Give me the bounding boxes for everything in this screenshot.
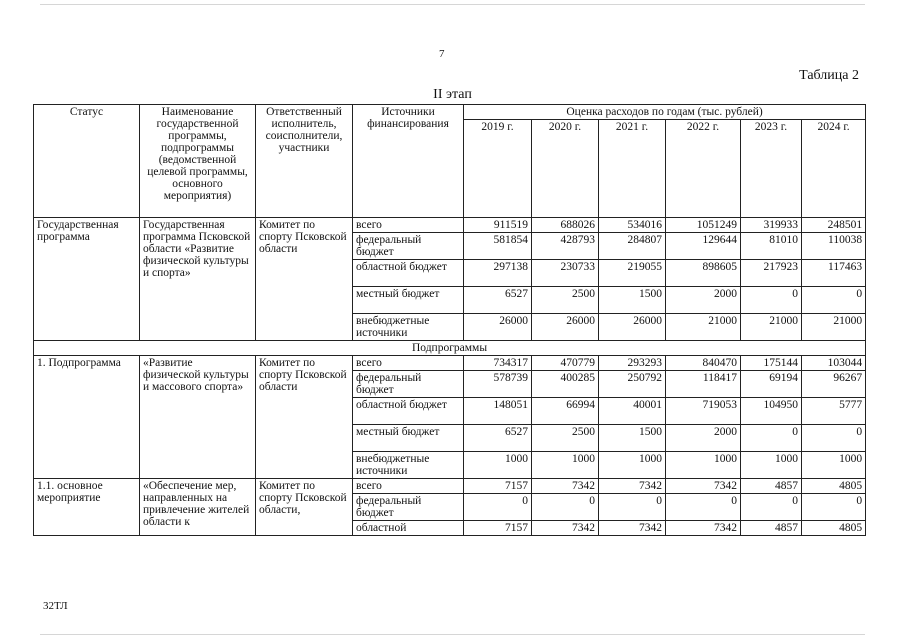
cell-value: 148051 (464, 398, 532, 425)
row-source: всего (353, 479, 464, 494)
cell-value: 103044 (802, 356, 866, 371)
cell-value: 7157 (464, 479, 532, 494)
cell-value: 911519 (464, 218, 532, 233)
cell-value: 6527 (464, 425, 532, 452)
subprograms-row (34, 341, 866, 356)
cell-value: 219055 (599, 260, 666, 287)
row-source: федеральный бюджет (353, 371, 464, 398)
cell-value: 4857 (741, 479, 802, 494)
cell-value: 0 (464, 494, 532, 521)
cell-value: 0 (741, 425, 802, 452)
row-name: «Развитие физической культуры и массового спорта» (140, 356, 256, 479)
cell-value: 1000 (802, 452, 866, 479)
cell-value: 581854 (464, 233, 532, 260)
cell-value: 1000 (599, 452, 666, 479)
cell-value: 7342 (599, 479, 666, 494)
row-executor: Комитет по спорту Псковской области, (256, 479, 353, 536)
row-status: 1.1. основное мероприятие (34, 479, 140, 536)
cell-value: 66994 (532, 398, 599, 425)
cell-value: 26000 (464, 314, 532, 341)
cell-value: 1500 (599, 287, 666, 314)
cell-value: 470779 (532, 356, 599, 371)
cell-value: 898605 (666, 260, 741, 287)
stage-title: II этап (433, 87, 472, 102)
cell-value: 400285 (532, 371, 599, 398)
table-row (34, 479, 866, 494)
cell-value: 26000 (599, 314, 666, 341)
cell-value: 1051249 (666, 218, 741, 233)
cell-value: 21000 (666, 314, 741, 341)
header-year: 2024 г. (802, 120, 866, 218)
row-status: Государственная программа (34, 218, 140, 341)
cell-value: 319933 (741, 218, 802, 233)
row-source: областной бюджет (353, 398, 464, 425)
cell-value: 284807 (599, 233, 666, 260)
table-row (34, 218, 866, 233)
budget-table (33, 104, 866, 536)
cell-value: 40001 (599, 398, 666, 425)
header-executor: Ответственный исполнитель, соисполнители, участники (256, 105, 353, 218)
row-source: местный бюджет (353, 425, 464, 452)
cell-value: 7342 (532, 479, 599, 494)
cell-value: 0 (599, 494, 666, 521)
cell-value: 6527 (464, 287, 532, 314)
cell-value: 69194 (741, 371, 802, 398)
cell-value: 297138 (464, 260, 532, 287)
cell-value: 5777 (802, 398, 866, 425)
cell-value: 428793 (532, 233, 599, 260)
row-executor: Комитет по спорту Псковской области (256, 218, 353, 341)
cell-value: 21000 (802, 314, 866, 341)
cell-value: 129644 (666, 233, 741, 260)
header-year: 2019 г. (464, 120, 532, 218)
cell-value: 230733 (532, 260, 599, 287)
cell-value: 81010 (741, 233, 802, 260)
header-year: 2023 г. (741, 120, 802, 218)
cell-value: 688026 (532, 218, 599, 233)
row-source: внебюджетные источники (353, 314, 464, 341)
cell-value: 117463 (802, 260, 866, 287)
cell-value: 7342 (599, 521, 666, 536)
row-executor: Комитет по спорту Псковской области (256, 356, 353, 479)
row-source: федеральный бюджет (353, 233, 464, 260)
cell-value: 118417 (666, 371, 741, 398)
row-source: всего (353, 356, 464, 371)
header-estimate: Оценка расходов по годам (тыс. рублей) (464, 105, 866, 120)
cell-value: 7342 (666, 479, 741, 494)
header-year: 2021 г. (599, 120, 666, 218)
cell-value: 2000 (666, 287, 741, 314)
cell-value: 104950 (741, 398, 802, 425)
cell-value: 21000 (741, 314, 802, 341)
cell-value: 2000 (666, 425, 741, 452)
cell-value: 0 (532, 494, 599, 521)
header-name: Наименование государственной программы, подпрограммы (ведомственной целевой программы, основного мероприятия) (140, 105, 256, 218)
cell-value: 1000 (464, 452, 532, 479)
cell-value: 1000 (532, 452, 599, 479)
cell-value: 534016 (599, 218, 666, 233)
row-source: местный бюджет (353, 287, 464, 314)
header-status: Статус (34, 105, 140, 218)
cell-value: 7342 (666, 521, 741, 536)
cell-value: 0 (802, 494, 866, 521)
scan-artifact-bottom (40, 634, 865, 635)
table-label: Таблица 2 (799, 68, 859, 83)
cell-value: 0 (741, 494, 802, 521)
cell-value: 4805 (802, 521, 866, 536)
cell-value: 1000 (741, 452, 802, 479)
row-source: всего (353, 218, 464, 233)
cell-value: 0 (666, 494, 741, 521)
row-source: федеральный бюджет (353, 494, 464, 521)
cell-value: 4857 (741, 521, 802, 536)
cell-value: 2500 (532, 287, 599, 314)
row-source: областной бюджет (353, 260, 464, 287)
cell-value: 217923 (741, 260, 802, 287)
cell-value: 293293 (599, 356, 666, 371)
header-year: 2022 г. (666, 120, 741, 218)
page-number: 7 (439, 48, 445, 60)
cell-value: 1500 (599, 425, 666, 452)
cell-value: 4805 (802, 479, 866, 494)
cell-value: 250792 (599, 371, 666, 398)
cell-value: 110038 (802, 233, 866, 260)
cell-value: 26000 (532, 314, 599, 341)
cell-value: 2500 (532, 425, 599, 452)
cell-value: 0 (741, 287, 802, 314)
row-source: внебюджетные источники (353, 452, 464, 479)
cell-value: 7157 (464, 521, 532, 536)
table-row (34, 356, 866, 371)
cell-value: 0 (802, 287, 866, 314)
row-name: Государственная программа Псковской области «Развитие физической культуры и спорта» (140, 218, 256, 341)
header-year: 2020 г. (532, 120, 599, 218)
cell-value: 0 (802, 425, 866, 452)
row-source: областной (353, 521, 464, 536)
cell-value: 7342 (532, 521, 599, 536)
header-row-1 (34, 105, 866, 120)
subprograms-title: Подпрограммы (34, 341, 866, 356)
cell-value: 840470 (666, 356, 741, 371)
cell-value: 719053 (666, 398, 741, 425)
cell-value: 248501 (802, 218, 866, 233)
cell-value: 96267 (802, 371, 866, 398)
scan-artifact-top (40, 4, 865, 5)
header-source: Источники финансирования (353, 105, 464, 218)
cell-value: 175144 (741, 356, 802, 371)
footer-code: 32ТЛ (43, 600, 68, 612)
cell-value: 1000 (666, 452, 741, 479)
row-name: «Обеспечение мер, направленных на привлечение жителей области к (140, 479, 256, 536)
cell-value: 734317 (464, 356, 532, 371)
cell-value: 578739 (464, 371, 532, 398)
row-status: 1. Подпрограмма (34, 356, 140, 479)
